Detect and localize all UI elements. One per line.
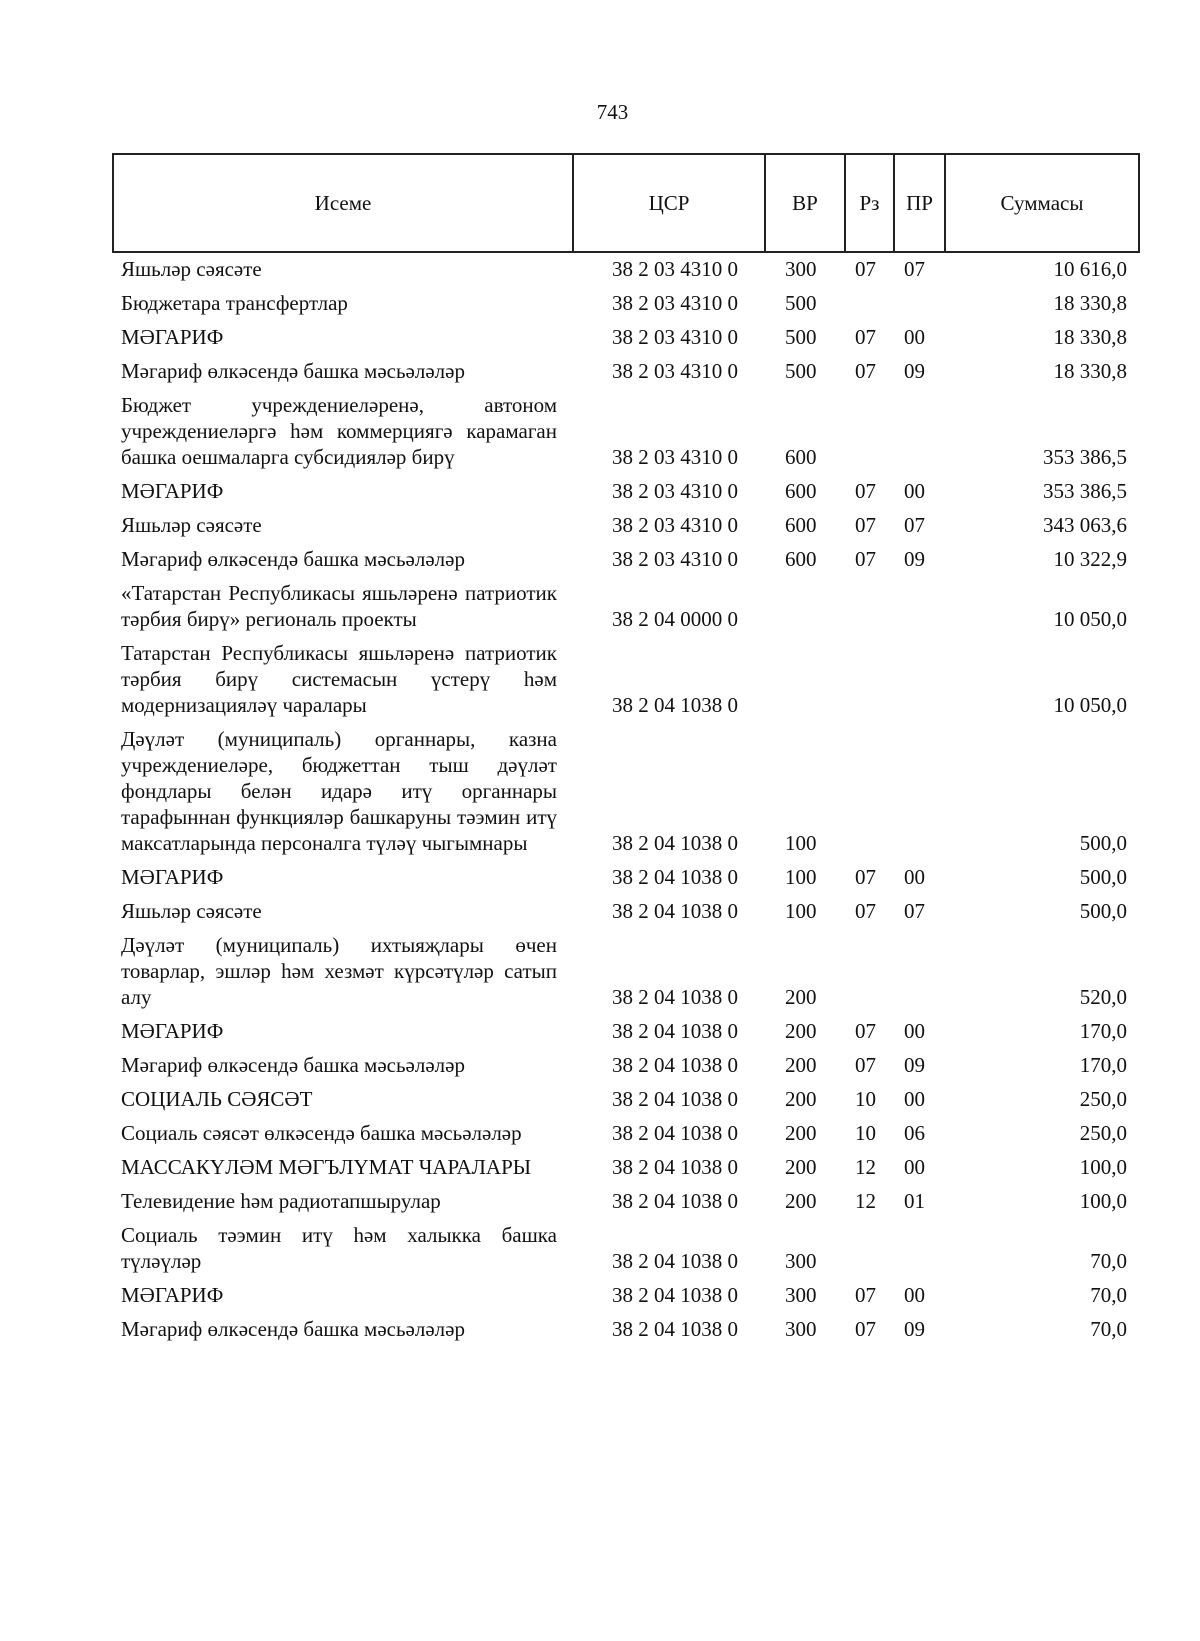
table-row <box>113 543 1139 577</box>
cell-pr: 06 <box>904 1121 925 1145</box>
cell-pr: 00 <box>904 325 925 349</box>
cell-name: Татарстан Республикасы яшьләренә патриотик тәрбия бирү системасын үстерү һәм модернизацияләү чаралары <box>121 641 557 717</box>
cell-sum: 70,0 <box>1090 1249 1127 1273</box>
cell-csr: 38 2 04 1038 0 <box>612 831 738 855</box>
table-row <box>113 321 1139 355</box>
table-row <box>113 861 1139 895</box>
cell-sum: 170,0 <box>1079 1019 1127 1043</box>
cell-sum: 10 050,0 <box>1053 693 1127 717</box>
cell-csr: 38 2 04 1038 0 <box>612 1087 738 1111</box>
cell-sum: 170,0 <box>1079 1053 1127 1077</box>
cell-sum: 18 330,8 <box>1053 325 1127 349</box>
cell-csr: 38 2 04 1038 0 <box>612 1019 738 1043</box>
cell-rz: 07 <box>855 547 876 571</box>
cell-vr <box>765 637 845 723</box>
table-row <box>113 1049 1139 1083</box>
header-csr: ЦСР <box>573 154 765 252</box>
cell-rz: 07 <box>855 1019 876 1043</box>
cell-csr: 38 2 04 1038 0 <box>612 1317 738 1341</box>
cell-pr: 09 <box>904 547 925 571</box>
cell-csr: 38 2 04 1038 0 <box>612 1121 738 1145</box>
cell-vr: 200 <box>785 1019 817 1043</box>
cell-name: Бюджет учреждениеләренә, автоном учреждениеләргә һәм коммерциягә карамаган башка оешмаларга субсидияләр бирү <box>121 393 557 469</box>
cell-vr: 200 <box>785 1053 817 1077</box>
cell-csr: 38 2 03 4310 0 <box>612 359 738 383</box>
cell-name: СОЦИАЛЬ СӘЯСӘТ <box>121 1087 313 1111</box>
cell-csr: 38 2 04 1038 0 <box>612 1249 738 1273</box>
cell-name: «Татарстан Республикасы яшьләренә патриотик тәрбия бирү» региональ проекты <box>121 581 557 631</box>
cell-name: Яшьләр сәясәте <box>121 899 262 923</box>
cell-rz: 07 <box>855 257 876 281</box>
table-row <box>113 577 1139 637</box>
cell-sum: 70,0 <box>1090 1283 1127 1307</box>
cell-csr: 38 2 03 4310 0 <box>612 547 738 571</box>
cell-sum: 250,0 <box>1079 1087 1127 1111</box>
cell-vr: 200 <box>785 985 817 1009</box>
cell-pr: 00 <box>904 1019 925 1043</box>
cell-sum: 520,0 <box>1079 985 1127 1009</box>
cell-vr: 300 <box>785 1317 817 1341</box>
header-sum: Суммасы <box>945 154 1139 252</box>
cell-vr: 200 <box>785 1189 817 1213</box>
cell-rz <box>845 389 894 475</box>
cell-csr: 38 2 03 4310 0 <box>612 479 738 503</box>
cell-csr: 38 2 04 1038 0 <box>612 1155 738 1179</box>
cell-rz: 07 <box>855 1283 876 1307</box>
cell-name: Бюджетара трансфертлар <box>121 291 348 315</box>
cell-pr: 00 <box>904 1283 925 1307</box>
cell-pr <box>894 637 945 723</box>
header-pr: ПР <box>894 154 945 252</box>
cell-csr: 38 2 03 4310 0 <box>612 291 738 315</box>
cell-rz: 12 <box>855 1155 876 1179</box>
cell-vr: 300 <box>785 1249 817 1273</box>
table-body <box>113 252 1139 1347</box>
cell-vr: 600 <box>785 479 817 503</box>
table-row <box>113 1015 1139 1049</box>
cell-csr: 38 2 04 1038 0 <box>612 693 738 717</box>
cell-name: Мәгариф өлкәсендә башка мәсьәләләр <box>121 1317 465 1341</box>
cell-rz: 07 <box>855 1317 876 1341</box>
cell-sum: 70,0 <box>1090 1317 1127 1341</box>
cell-vr: 100 <box>785 831 817 855</box>
cell-sum: 18 330,8 <box>1053 359 1127 383</box>
table-row <box>113 929 1139 1015</box>
cell-csr: 38 2 04 1038 0 <box>612 865 738 889</box>
table-row <box>113 509 1139 543</box>
cell-name: МӘГАРИФ <box>121 1019 224 1043</box>
budget-table <box>112 153 1140 1347</box>
header-name: Исеме <box>113 154 573 252</box>
cell-rz <box>845 287 894 321</box>
cell-pr: 07 <box>904 257 925 281</box>
cell-sum: 100,0 <box>1079 1155 1127 1179</box>
cell-csr: 38 2 04 1038 0 <box>612 1189 738 1213</box>
cell-vr <box>765 577 845 637</box>
table-row <box>113 637 1139 723</box>
cell-rz: 12 <box>855 1189 876 1213</box>
cell-name: Дәүләт (муниципаль) ихтыяҗлары өчен товарлар, эшләр һәм хезмәт күрсәтүләр сатып алу <box>121 933 557 1009</box>
cell-pr: 07 <box>904 899 925 923</box>
cell-name: Дәүләт (муниципаль) органнары, казна учреждениеләре, бюджеттан тыш дәүләт фондлары белән идарә итү органнары тарафыннан функцияләр башкаруны тәэмин итү максатларында персоналга түләү чыгымнары <box>121 727 557 855</box>
cell-csr: 38 2 03 4310 0 <box>612 513 738 537</box>
page-number: 743 <box>596 100 629 124</box>
cell-vr: 600 <box>785 547 817 571</box>
cell-pr: 09 <box>904 359 925 383</box>
cell-vr: 100 <box>785 899 817 923</box>
cell-name: Яшьләр сәясәте <box>121 513 262 537</box>
table-row <box>113 287 1139 321</box>
cell-sum: 10 616,0 <box>1053 257 1127 281</box>
table-row <box>113 1219 1139 1279</box>
cell-rz: 07 <box>855 359 876 383</box>
cell-rz <box>845 637 894 723</box>
cell-sum: 10 050,0 <box>1053 607 1127 631</box>
table-row <box>113 252 1139 287</box>
cell-pr: 00 <box>904 1087 925 1111</box>
table-row <box>113 1083 1139 1117</box>
cell-rz: 07 <box>855 513 876 537</box>
cell-name: Мәгариф өлкәсендә башка мәсьәләләр <box>121 359 465 383</box>
cell-pr <box>894 929 945 1015</box>
cell-sum: 500,0 <box>1079 865 1127 889</box>
cell-vr: 100 <box>785 865 817 889</box>
header-vr: ВР <box>765 154 845 252</box>
cell-vr: 500 <box>785 325 817 349</box>
table-row <box>113 1151 1139 1185</box>
cell-sum: 353 386,5 <box>1043 479 1127 503</box>
table-row <box>113 1313 1139 1347</box>
table-row <box>113 1185 1139 1219</box>
cell-csr: 38 2 04 0000 0 <box>612 607 738 631</box>
cell-sum: 100,0 <box>1079 1189 1127 1213</box>
cell-pr <box>894 287 945 321</box>
table-row <box>113 355 1139 389</box>
cell-name: МӘГАРИФ <box>121 1283 224 1307</box>
cell-rz <box>845 929 894 1015</box>
cell-name: Мәгариф өлкәсендә башка мәсьәләләр <box>121 547 465 571</box>
cell-name: МӘГАРИФ <box>121 325 224 349</box>
cell-name: МӘГАРИФ <box>121 479 224 503</box>
cell-rz: 07 <box>855 865 876 889</box>
cell-pr <box>894 723 945 861</box>
cell-sum: 18 330,8 <box>1053 291 1127 315</box>
cell-pr <box>894 1219 945 1279</box>
cell-pr <box>894 577 945 637</box>
cell-rz: 07 <box>855 479 876 503</box>
cell-csr: 38 2 04 1038 0 <box>612 1053 738 1077</box>
cell-csr: 38 2 03 4310 0 <box>612 257 738 281</box>
cell-name: Социаль тәэмин итү һәм халыкка башка түләүләр <box>121 1223 557 1273</box>
cell-name: Яшьләр сәясәте <box>121 257 262 281</box>
cell-pr: 07 <box>904 513 925 537</box>
cell-vr: 600 <box>785 513 817 537</box>
cell-pr <box>894 389 945 475</box>
cell-pr: 01 <box>904 1189 925 1213</box>
cell-vr: 500 <box>785 359 817 383</box>
cell-csr: 38 2 04 1038 0 <box>612 899 738 923</box>
cell-csr: 38 2 03 4310 0 <box>612 445 738 469</box>
cell-rz <box>845 723 894 861</box>
cell-pr: 00 <box>904 1155 925 1179</box>
cell-sum: 250,0 <box>1079 1121 1127 1145</box>
cell-rz <box>845 1219 894 1279</box>
cell-vr: 600 <box>785 445 817 469</box>
cell-rz: 07 <box>855 325 876 349</box>
cell-csr: 38 2 04 1038 0 <box>612 985 738 1009</box>
cell-pr: 00 <box>904 479 925 503</box>
cell-rz: 10 <box>855 1087 876 1111</box>
table-row <box>113 475 1139 509</box>
cell-vr: 200 <box>785 1155 817 1179</box>
cell-name: Мәгариф өлкәсендә башка мәсьәләләр <box>121 1053 465 1077</box>
cell-name: МӘГАРИФ <box>121 865 224 889</box>
cell-csr: 38 2 04 1038 0 <box>612 1283 738 1307</box>
cell-csr: 38 2 03 4310 0 <box>612 325 738 349</box>
cell-vr: 300 <box>785 1283 817 1307</box>
cell-rz: 10 <box>855 1121 876 1145</box>
table-row <box>113 1279 1139 1313</box>
cell-vr: 300 <box>785 257 817 281</box>
cell-name: Социаль сәясәт өлкәсендә башка мәсьәләләр <box>121 1121 522 1145</box>
cell-sum: 10 322,9 <box>1053 547 1127 571</box>
cell-vr: 500 <box>785 291 817 315</box>
cell-name: Телевидение һәм радиотапшырулар <box>121 1189 441 1213</box>
table-row <box>113 1117 1139 1151</box>
cell-sum: 353 386,5 <box>1043 445 1127 469</box>
cell-sum: 500,0 <box>1079 831 1127 855</box>
cell-name: МАССАКҮЛӘМ МӘГЪЛҮМАТ ЧАРАЛАРЫ <box>121 1155 532 1179</box>
table-row <box>113 895 1139 929</box>
cell-sum: 500,0 <box>1079 899 1127 923</box>
cell-vr: 200 <box>785 1121 817 1145</box>
table-row <box>113 723 1139 861</box>
table-row <box>113 389 1139 475</box>
cell-pr: 00 <box>904 865 925 889</box>
cell-vr: 200 <box>785 1087 817 1111</box>
cell-pr: 09 <box>904 1317 925 1341</box>
cell-pr: 09 <box>904 1053 925 1077</box>
cell-rz <box>845 577 894 637</box>
cell-rz: 07 <box>855 1053 876 1077</box>
cell-sum: 343 063,6 <box>1043 513 1127 537</box>
table-header <box>113 154 1139 252</box>
cell-rz: 07 <box>855 899 876 923</box>
header-rz: Рз <box>845 154 894 252</box>
